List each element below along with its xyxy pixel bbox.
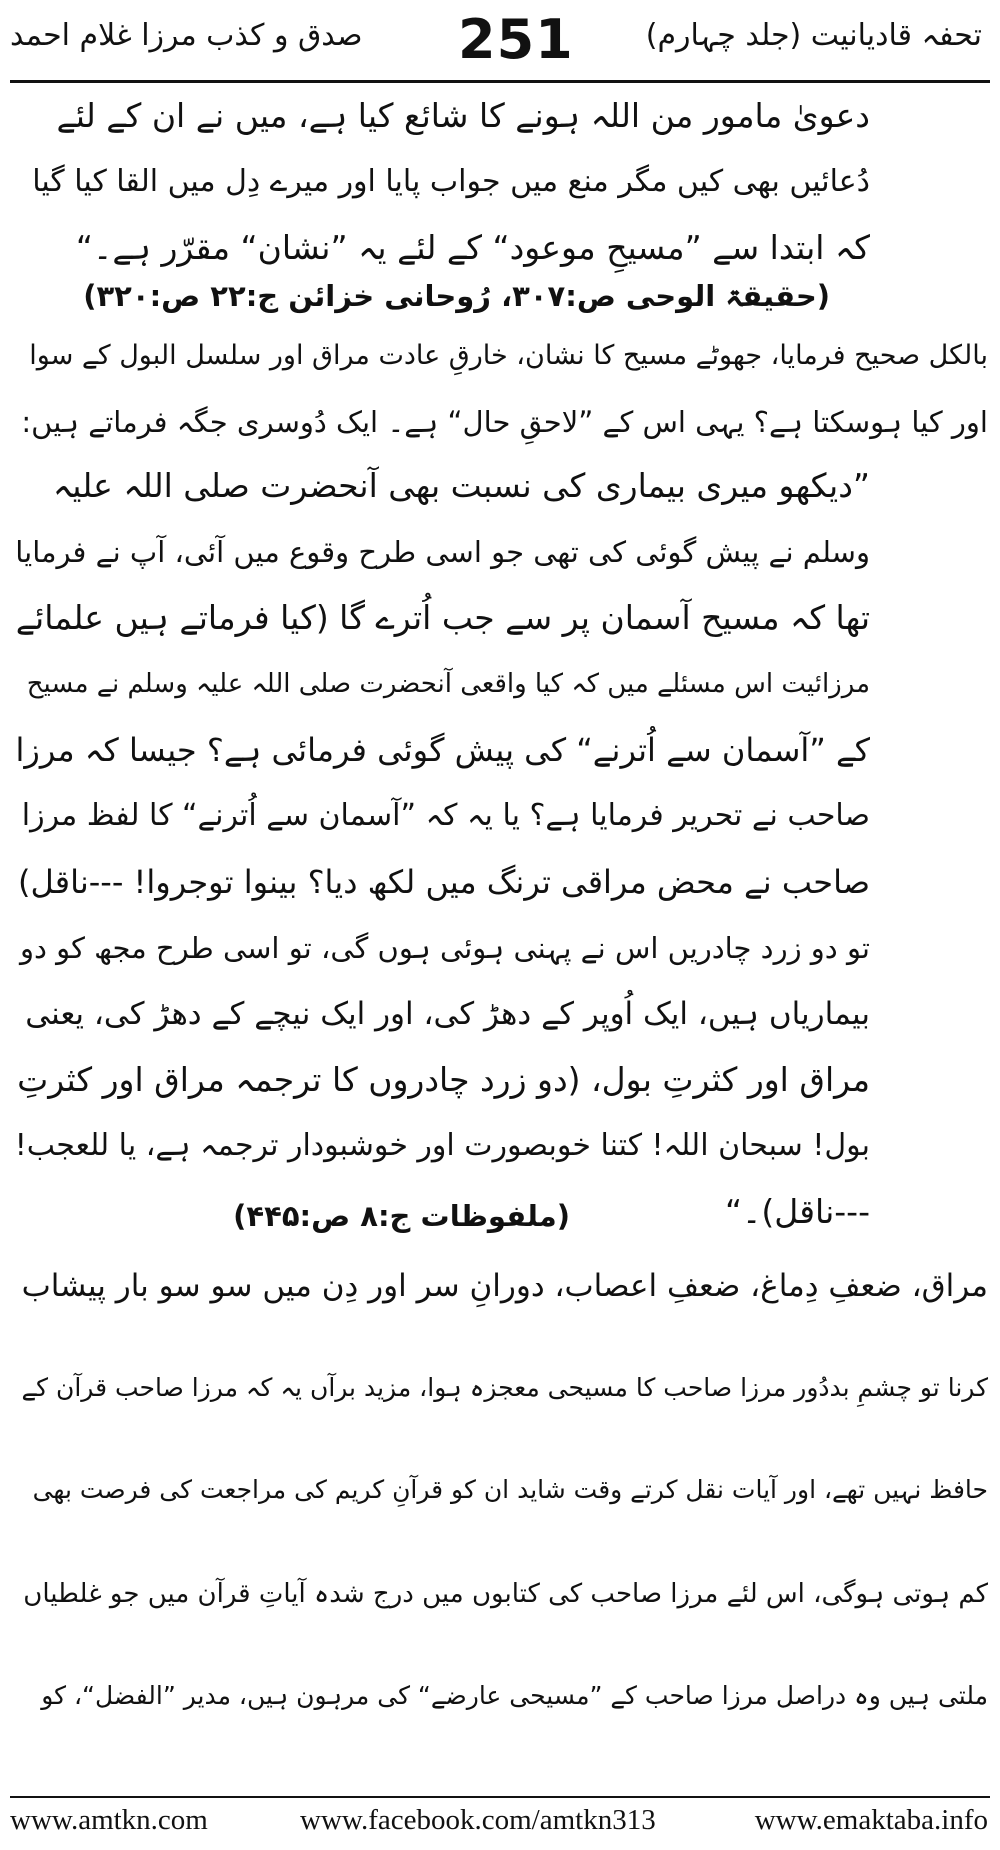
header-divider xyxy=(10,80,990,83)
text-line: بالکل صحیح فرمایا، جھوٹے مسیح کا نشان، خارقِ عادت مراق اور سلسل البول کے سوا xyxy=(29,340,988,371)
footer-link-facebook[interactable]: www.facebook.com/amtkn313 xyxy=(300,1804,656,1836)
quote-line: بیماریاں ہیں، ایک اُوپر کے دھڑ کی، اور ایک نیچے کے دھڑ کی، یعنی xyxy=(25,996,870,1032)
text-line: اور کیا ہوسکتا ہے؟ یہی اس کے ”لاحقِ حال“ ہے۔ ایک دُوسری جگہ فرماتے ہیں: xyxy=(21,405,988,439)
text-line: حافظ نہیں تھے، اور آیات نقل کرتے وقت شاید ان کو قرآنِ کریم کی مراجعت کی فرصت بھی xyxy=(32,1475,988,1504)
book-title: تحفہ قادیانیت (جلد چہارم) xyxy=(645,18,982,53)
quote-line: تو دو زرد چادریں اس نے پہنی ہوئی ہوں گی، تو اسی طرح مجھ کو دو xyxy=(20,931,870,965)
citation: (ملفوظات ج:۸ ص:۴۴۵) xyxy=(233,1199,570,1233)
text-line: کہ ابتدا سے ”مسیحِ موعود“ کے لئے یہ ”نشان“ مقرّر ہے۔“ xyxy=(75,228,870,267)
citation: (حقیقۃ الوحی ص:۳۰۷، رُوحانی خزائن ج:۲۲ ص:۳۲۰) xyxy=(83,279,830,313)
text-line: مراق، ضعفِ دِماغ، ضعفِ اعصاب، دورانِ سر اور دِن میں سو سو بار پیشاب xyxy=(21,1268,988,1304)
text-line: کم ہوتی ہوگی، اس لئے مرزا صاحب کی کتابوں میں درج شدہ آیاتِ قرآن میں جو غلطیاں xyxy=(23,1579,988,1609)
quote-line: وسلم نے پیش گوئی کی تھی جو اسی طرح وقوع میں آئی، آپ نے فرمایا xyxy=(15,535,870,569)
chapter-title: صدق و کذب مرزا غلام احمد xyxy=(10,18,363,53)
footer-link-amtkn[interactable]: www.amtkn.com xyxy=(10,1804,208,1836)
quote-line: صاحب نے محض مراقی ترنگ میں لکھ دیا؟ بینوا توجروا! ---ناقل) xyxy=(18,863,870,901)
quote-line: بول! سبحان اللہ! کتنا خوبصورت اور خوشبودار ترجمہ ہے، یا للعجب! xyxy=(14,1128,870,1163)
text-line: دعویٰ مامور من اللہ ہونے کا شائع کیا ہے، میں نے ان کے لئے xyxy=(56,96,870,135)
quote-line: تھا کہ مسیح آسمان پر سے جب اُترے گا (کیا فرماتے ہیں علمائے xyxy=(15,598,870,637)
text-line: ملتی ہیں وہ دراصل مرزا صاحب کے ”مسیحی عارضے“ کی مرہون ہیں، مدیر ”الفضل“، کو xyxy=(41,1681,988,1710)
text-line: دُعائیں بھی کیں مگر منع میں جواب پایا اور میرے دِل میں القا کیا گیا xyxy=(32,164,870,199)
quote-line: ---ناقل)۔“ xyxy=(724,1192,870,1231)
footer-link-emaktaba[interactable]: www.emaktaba.info xyxy=(754,1804,988,1836)
page-header xyxy=(0,0,1000,82)
quote-line: صاحب نے تحریر فرمایا ہے؟ یا یہ کہ ”آسمان سے اُترنے“ کا لفظ مرزا xyxy=(21,798,870,833)
page-number: 251 xyxy=(458,8,574,71)
quote-line: مراق اور کثرتِ بول، (دو زرد چادروں کا ترجمہ مراق اور کثرتِ xyxy=(17,1060,870,1099)
footer-divider xyxy=(10,1796,990,1798)
quote-line: ”دیکھو میری بیماری کی نسبت بھی آنحضرت صلی اللہ علیہ xyxy=(52,466,870,505)
quote-line: کے ”آسمان سے اُترنے“ کی پیش گوئی فرمائی ہے؟ جیسا کہ مرزا xyxy=(15,731,870,769)
quote-line: مرزائیت اس مسئلے میں کہ کیا واقعی آنحضرت صلی اللہ علیہ وسلم نے مسیح xyxy=(26,669,870,699)
text-line: کرنا تو چشمِ بددُور مرزا صاحب کا مسیحی معجزہ ہوا، مزید برآں یہ کہ مرزا صاحب قرآن کے xyxy=(21,1373,988,1402)
